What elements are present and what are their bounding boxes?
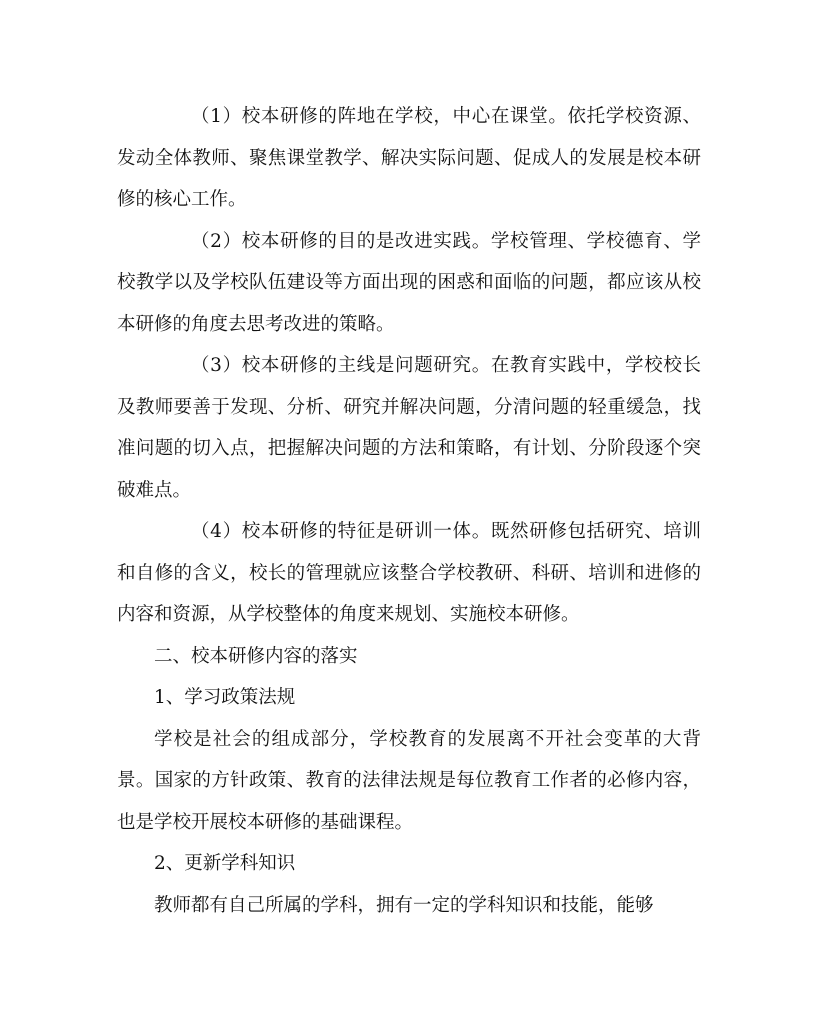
paragraph-item-3: （3）校本研修的主线是问题研究。在教育实践中，学校校长及教师要善于发现、分析、研究并解决问题，分清问题的轻重缓急，找准问题的切入点，把握解决问题的方法和策略，有计划、分阶段逐个突破难点。 xyxy=(117,355,701,501)
subsection-heading-2: 2、更新学科知识 xyxy=(154,853,296,874)
document-body xyxy=(117,96,701,926)
paragraph-body-1: 学校是社会的组成部分，学校教育的发展离不开社会变革的大背景。国家的方针政策、教育的法律法规是每位教育工作者的必修内容，也是学校开展校本研修的基础课程。 xyxy=(117,728,701,833)
subsection-heading-1: 1、学习政策法规 xyxy=(154,687,296,708)
paragraph-item-1: （1）校本研修的阵地在学校，中心在课堂。依托学校资源、发动全体教师、聚焦课堂教学、解决实际问题、促成人的发展是校本研修的核心工作。 xyxy=(117,106,701,210)
paragraph-item-2: （2）校本研修的目的是改进实践。学校管理、学校德育、学校教学以及学校队伍建设等方面出现的困惑和面临的问题，都应该从校本研修的角度去思考改进的策略。 xyxy=(117,230,701,335)
section-heading: 二、校本研修内容的落实 xyxy=(154,645,358,667)
paragraph-item-4: （4）校本研修的特征是研训一体。既然研修包括研究、培训和自修的含义，校长的管理就应该整合学校教研、科研、培训和进修的内容和资源，从学校整体的角度来规划、实施校本研修。 xyxy=(117,521,701,625)
paragraph-body-2: 教师都有自己所属的学科，拥有一定的学科知识和技能，能够 xyxy=(154,894,654,916)
